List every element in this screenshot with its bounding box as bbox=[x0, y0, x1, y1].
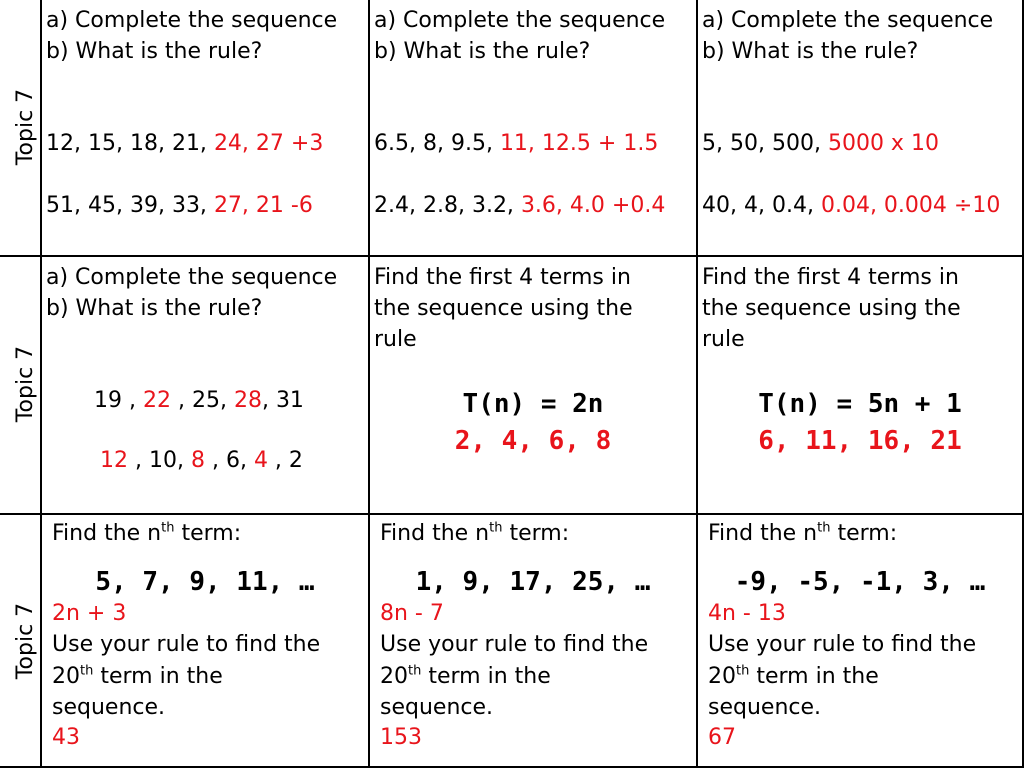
instruction-line-3: rule bbox=[374, 327, 417, 352]
row1-cell1 bbox=[42, 0, 368, 255]
question-b: b) What is the rule? bbox=[374, 39, 591, 64]
term-answer: 43 bbox=[52, 725, 80, 750]
seq-term: , 31 bbox=[261, 388, 304, 413]
question-a: a) Complete the sequence bbox=[46, 8, 338, 33]
given-sequence: 1, 9, 17, 25, … bbox=[415, 567, 651, 597]
row2-cell1 bbox=[42, 257, 368, 513]
instruction-line-2: the sequence using the bbox=[702, 296, 961, 321]
instruction-line-3: rule bbox=[702, 327, 745, 352]
sequence-2 bbox=[374, 190, 665, 221]
sequence-given: 51, 45, 39, 33, bbox=[46, 193, 207, 218]
seq-term: 19 , bbox=[94, 388, 143, 413]
heading-sup: th bbox=[161, 520, 175, 536]
nth-term-answer: 8n - 7 bbox=[380, 601, 444, 626]
seq-term: , 10, bbox=[128, 448, 191, 473]
question-b: b) What is the rule? bbox=[702, 39, 919, 64]
instruction-line-3: sequence. bbox=[380, 695, 494, 720]
nth-term-answer: 2n + 3 bbox=[52, 601, 127, 626]
row2-cell2 bbox=[370, 257, 696, 513]
seq-answer-term: 12 bbox=[100, 448, 128, 473]
sequence-answer: 3.6, 4.0 +0.4 bbox=[520, 193, 666, 218]
term-sup: th bbox=[408, 663, 422, 679]
heading-text: term: bbox=[174, 521, 242, 546]
topic-label-row2: Topic 7 bbox=[13, 345, 38, 423]
term-number: 20 bbox=[52, 664, 80, 689]
nth-term-heading bbox=[52, 518, 241, 549]
nth-term-answer: 4n - 13 bbox=[708, 601, 786, 626]
row2-cell3 bbox=[698, 257, 1022, 513]
instruction-line-2 bbox=[52, 661, 223, 692]
heading-text: Find the n bbox=[708, 521, 818, 546]
rule-formula: T(n) = 2n bbox=[462, 389, 604, 419]
row3-cell3 bbox=[698, 515, 1022, 766]
sequence-2 bbox=[100, 445, 303, 476]
sequence-answer: 5000 x 10 bbox=[827, 131, 939, 156]
instruction-text: term in the bbox=[93, 664, 223, 689]
heading-text: term: bbox=[502, 521, 570, 546]
heading-text: term: bbox=[830, 521, 898, 546]
instruction-line-1: Use your rule to find the bbox=[380, 632, 649, 657]
sequence-1 bbox=[374, 128, 658, 159]
seq-answer-term: 28 bbox=[233, 388, 262, 413]
given-sequence: 5, 7, 9, 11, … bbox=[95, 567, 315, 597]
seq-term: , 25, bbox=[170, 388, 234, 413]
instruction-line-2: the sequence using the bbox=[374, 296, 633, 321]
sequence-answer: 11, 12.5 + 1.5 bbox=[499, 131, 659, 156]
term-number: 20 bbox=[708, 664, 736, 689]
row3-cell2 bbox=[370, 515, 696, 766]
question-a: a) Complete the sequence bbox=[374, 8, 666, 33]
seq-answer-term: 8 bbox=[190, 448, 205, 473]
topic-label-row1: Topic 7 bbox=[13, 88, 38, 166]
sequence-1 bbox=[46, 128, 323, 159]
term-sup: th bbox=[736, 663, 750, 679]
instruction-text: term in the bbox=[749, 664, 879, 689]
heading-text: Find the n bbox=[380, 521, 490, 546]
seq-term: , 6, bbox=[204, 448, 254, 473]
sequence-given: 5, 50, 500, bbox=[702, 131, 821, 156]
seq-answer-term: 4 bbox=[253, 448, 268, 473]
sequence-1 bbox=[702, 128, 939, 159]
rule-formula: T(n) = 5n + 1 bbox=[758, 389, 962, 419]
row1-cell3 bbox=[698, 0, 1022, 255]
sequence-2 bbox=[46, 190, 313, 221]
instruction-line-2 bbox=[380, 661, 551, 692]
seq-term: , 2 bbox=[267, 448, 303, 473]
heading-text: Find the n bbox=[52, 521, 162, 546]
heading-sup: th bbox=[817, 520, 831, 536]
row3-cell1 bbox=[42, 515, 368, 766]
topic-label-row3: Topic 7 bbox=[13, 602, 38, 680]
sequence-2 bbox=[702, 190, 1000, 221]
sequence-answer: 24, 27 +3 bbox=[213, 131, 324, 156]
term-number: 20 bbox=[380, 664, 408, 689]
instruction-line-1: Use your rule to find the bbox=[708, 632, 977, 657]
instruction-line-3: sequence. bbox=[52, 695, 166, 720]
instruction-line-2 bbox=[708, 661, 879, 692]
term-answer: 153 bbox=[380, 725, 422, 750]
sequence-given: 6.5, 8, 9.5, bbox=[374, 131, 493, 156]
nth-term-heading bbox=[380, 518, 569, 549]
sequence-1 bbox=[94, 385, 304, 416]
nth-term-heading bbox=[708, 518, 897, 549]
row1-cell2 bbox=[370, 0, 696, 255]
rule-answer: 2, 4, 6, 8 bbox=[454, 426, 612, 456]
question-b: b) What is the rule? bbox=[46, 39, 263, 64]
instruction-line-1: Find the first 4 terms in bbox=[702, 265, 959, 290]
term-sup: th bbox=[80, 663, 94, 679]
instruction-line-1: Use your rule to find the bbox=[52, 632, 321, 657]
sequence-given: 2.4, 2.8, 3.2, bbox=[374, 193, 514, 218]
instruction-line-3: sequence. bbox=[708, 695, 822, 720]
question-a: a) Complete the sequence bbox=[46, 265, 338, 290]
sequence-answer: 27, 21 -6 bbox=[213, 193, 313, 218]
term-answer: 67 bbox=[708, 725, 736, 750]
heading-sup: th bbox=[489, 520, 503, 536]
seq-answer-term: 22 bbox=[142, 388, 171, 413]
question-a: a) Complete the sequence bbox=[702, 8, 994, 33]
given-sequence: -9, -5, -1, 3, … bbox=[734, 567, 986, 597]
question-b: b) What is the rule? bbox=[46, 296, 263, 321]
sequence-given: 40, 4, 0.4, bbox=[702, 193, 814, 218]
instruction-text: term in the bbox=[421, 664, 551, 689]
instruction-line-1: Find the first 4 terms in bbox=[374, 265, 631, 290]
sequence-answer: 0.04, 0.004 ÷10 bbox=[820, 193, 1001, 218]
rule-answer: 6, 11, 16, 21 bbox=[758, 426, 962, 456]
sequence-given: 12, 15, 18, 21, bbox=[46, 131, 207, 156]
